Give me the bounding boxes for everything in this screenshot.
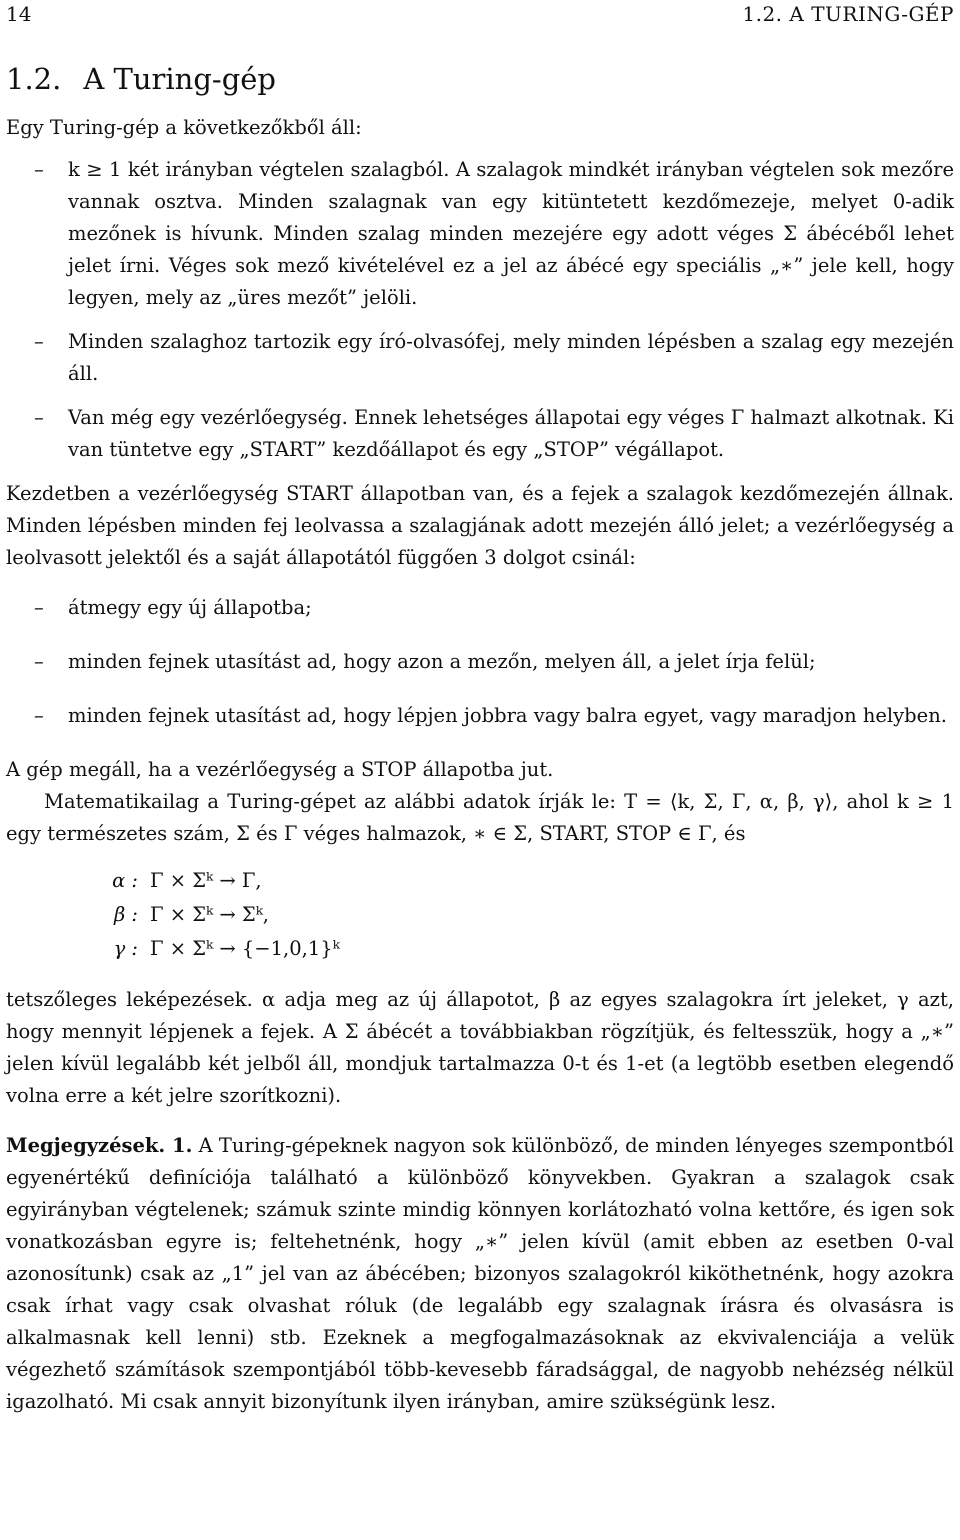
- list-item-text: k ≥ 1 két irányban végtelen szalagból. A szalagok mindkét irányban végtelen sok mezőre vannak osztva. Minden szalagnak van egy kitüntetett kezdőmezeje, melyet 0-adik mezőnek is hívunk. Minden szalag minden mezejére egy adott véges Σ ábécéből lehet jelet írni. Véges sok mező kivételével ez a jel az ábécé egy speciális „∗” jele kell, hogy legyen, mely az „üres mezőt” jelöli.: [68, 158, 954, 309]
- remark-paragraph: [6, 1130, 954, 1418]
- list-item: – k ≥ 1 két irányban végtelen szalagból. A szalagok mindkét irányban végtelen sok mezőre vannak osztva. Minden szalagnak van egy kitüntetett kezdőmezeje, melyet 0-adik mezőnek is hívunk. Minden szalag minden mezejére egy adott véges Σ ábécéből lehet jelet írni. Véges sok mező kivételével ez a jel az ábécé egy speciális „∗” jele kell, hogy legyen, mely az „üres mezőt” jelöli.: [34, 158, 954, 309]
- equation-block: [78, 864, 954, 966]
- page-number: 14: [6, 2, 32, 26]
- list-item: – minden fejnek utasítást ad, hogy azon a mezőn, melyen áll, a jelet írja felül;: [34, 650, 816, 673]
- section-heading: [6, 62, 954, 96]
- list-item-text: Van még egy vezérlőegység. Ennek lehetséges állapotai egy véges Γ halmazt alkotnak. Ki van tüntetve egy „START” kezdőállapot és egy „STOP” végállapot.: [68, 406, 954, 461]
- list-item: – Minden szalaghoz tartozik egy író-olvasófej, mely minden lépésben a szalag egy mezején áll.: [34, 330, 954, 385]
- remark-text: A Turing-gépeknek nagyon sok különböző, de minden lényeges szempontból egyenértékű definíciója található a különböző könyvekben. Gyakran a szalagok csak egyirányban végtelenek; számuk szinte mindig könnyen korlátozható volna kettőre, és igen sok vonatkozásban egyre is; feltehetnénk, hogy „∗” jelen kívül (amit ebben az esetben 0-val azonosítunk) csak az „1” jel van az ábécében; bizonyos szalagokról kiköthetnénk, hogy azokra csak írhat vagy csak olvashat róluk (de legalább egy szalagnak írásra és olvasásra is alkalmasnak kell lenni) stb. Ezeknek a megfogalmazásoknak az ekvivalenciája a velük végezhető számítások szempontjából több-kevesebb fáradsággal, de nagyobb nehézség nélkül igazolható. Mi csak annyit bizonyítunk ilyen irányban, amire szükségünk lesz.: [6, 1134, 955, 1413]
- list-item-text: minden fejnek utasítást ad, hogy lépjen jobbra vagy balra egyet, vagy maradjon helyben.: [68, 704, 947, 727]
- list-item: – minden fejnek utasítást ad, hogy lépjen jobbra vagy balra egyet, vagy maradjon helyben.: [34, 704, 947, 727]
- section-number: 1.2.: [6, 62, 62, 96]
- list-item-text: Minden szalaghoz tartozik egy író-olvasófej, mely minden lépésben a szalag egy mezején áll.: [68, 330, 954, 385]
- action-list: [6, 592, 954, 732]
- math-paragraph: Matematikailag a Turing-gépet az alábbi adatok írják le: T = ⟨k, Σ, Γ, α, β, γ⟩, ahol k ≥ 1 egy természetes szám, Σ és Γ véges halmazok, ∗ ∈ Σ, START, STOP ∈ Γ, és: [6, 790, 954, 845]
- list-item-text: minden fejnek utasítást ad, hogy azon a mezőn, melyen áll, a jelet írja felül;: [68, 650, 816, 673]
- intro-paragraph: Egy Turing-gép a következőkből áll:: [6, 116, 362, 139]
- equation-row: γ : Γ × Σᵏ → {−1,0,1}ᵏ: [113, 937, 340, 960]
- remark-label: Megjegyzések. 1.: [6, 1134, 193, 1157]
- start-paragraph: Kezdetben a vezérlőegység START állapotban van, és a fejek a szalagok kezdőmezején állnak. Minden lépésben minden fej leolvassa a szalagjának adott mezején álló jelet; a vezérlőegység a leolvasott jelektől és a saját állapotától függően 3 dolgot csinál:: [6, 482, 954, 569]
- running-title: 1.2. A TURING-GÉP: [742, 2, 954, 26]
- page-header: [6, 2, 954, 32]
- list-item: – Van még egy vezérlőegység. Ennek lehetséges állapotai egy véges Γ halmazt alkotnak. Ki van tüntetve egy „START” kezdőállapot és egy „STOP” végállapot.: [34, 406, 954, 461]
- list-item: – átmegy egy új állapotba;: [34, 596, 312, 619]
- page-body: [6, 62, 954, 1418]
- stop-paragraph: A gép megáll, ha a vezérlőegység a STOP állapotba jut.: [6, 758, 554, 781]
- maps-paragraph: tetszőleges leképezések. α adja meg az új állapotot, β az egyes szalagokra írt jeleket, γ azt, hogy mennyit lépjenek a fejek. A Σ ábécét a továbbiakban rögzítjük, és feltesszük, hogy a „∗” jelen kívül legalább két jelből áll, mondjuk tartalmazza 0-t és 1-et (a legtöbb esetben elegendő volna erre a két jelre szorítkozni).: [6, 988, 954, 1107]
- equation-row: β : Γ × Σᵏ → Σᵏ,: [113, 903, 269, 926]
- section-title: A Turing-gép: [83, 62, 276, 96]
- equation-row: α : Γ × Σᵏ → Γ,: [112, 869, 262, 892]
- component-list: [6, 154, 954, 466]
- list-item-text: átmegy egy új állapotba;: [68, 596, 312, 619]
